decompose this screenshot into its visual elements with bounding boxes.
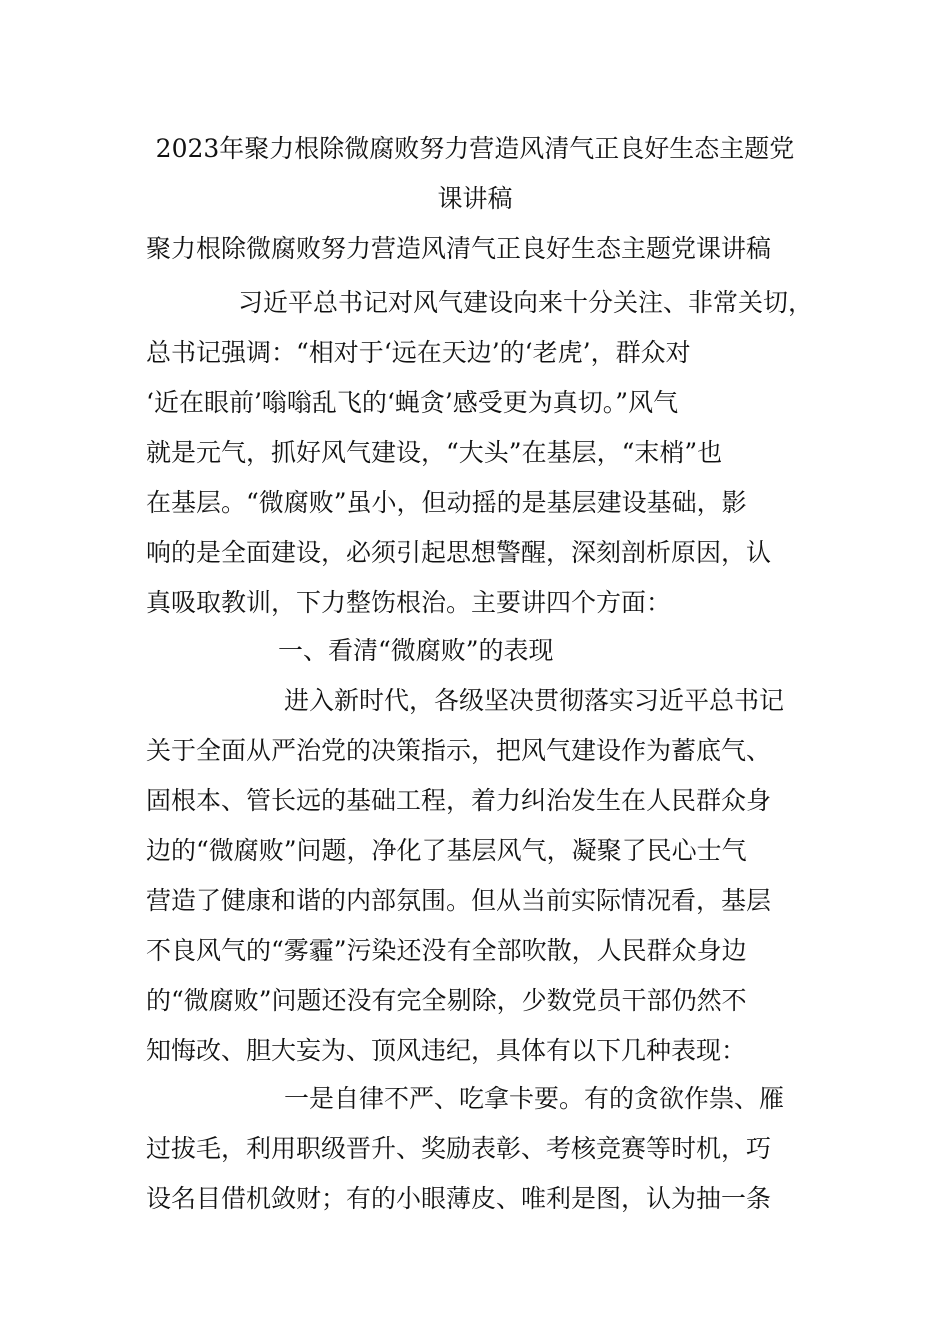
paragraph-3-line: 一是自律不严、吃拿卡要。有的贪欲作祟、雁 xyxy=(284,1084,785,1113)
document-subtitle: 聚力根除微腐败努力营造风清气正良好生态主题党课讲稿 xyxy=(146,234,772,263)
paragraph-1-line: ‘近在眼前’嗡嗡乱飞的‘蝇贪’感受更为真切。”风气 xyxy=(146,388,679,417)
paragraph-2-line: 关于全面从严治党的决策指示，把风气建设作为蓄底气、 xyxy=(146,736,772,765)
paragraph-1-line: 就是元气，抓好风气建设，“大头”在基层，“末梢”也 xyxy=(146,438,723,467)
paragraph-2-line: 的“微腐败”问题还没有完全剔除，少数党员干部仍然不 xyxy=(146,986,747,1015)
paragraph-2-line: 固根本、管长远的基础工程，着力纠治发生在人民群众身 xyxy=(146,786,772,815)
section-heading: 一、看清“微腐败”的表现 xyxy=(278,636,554,665)
paragraph-2-line: 不良风气的“雾霾”污染还没有全部吹散，人民群众身边 xyxy=(146,936,747,965)
paragraph-3-line: 过拔毛，利用职级晋升、奖励表彰、考核竞赛等时机，巧 xyxy=(146,1134,772,1163)
paragraph-2-line: 边的“微腐败”问题，净化了基层风气，凝聚了民心士气 xyxy=(146,836,747,865)
paragraph-3-line: 设名目借机敛财；有的小眼薄皮、唯利是图，认为抽一条 xyxy=(146,1184,772,1213)
paragraph-2-line: 进入新时代，各级坚决贯彻落实习近平总书记 xyxy=(284,686,785,715)
paragraph-1-line: 总书记强调：“相对于‘远在天边’的‘老虎’，群众对 xyxy=(146,338,691,367)
paragraph-1-line: 响的是全面建设，必须引起思想警醒，深刻剖析原因，认 xyxy=(146,538,772,567)
document-title-line-1: 2023年聚力根除微腐败努力营造风清气正良好生态主题党 xyxy=(155,134,795,163)
paragraph-2-line: 知悔改、胆大妄为、顶风违纪，具体有以下几种表现： xyxy=(146,1036,747,1065)
paragraph-1-line: 习近平总书记对风气建设向来十分关注、非常关切， xyxy=(238,288,814,317)
paragraph-1-line: 在基层。“微腐败”虽小，但动摇的是基层建设基础，影 xyxy=(146,488,747,517)
document-title-line-2: 课讲稿 xyxy=(437,184,513,213)
paragraph-1-line: 真吸取教训，下力整饬根治。主要讲四个方面： xyxy=(146,588,672,617)
paragraph-2-line: 营造了健康和谐的内部氛围。但从当前实际情况看，基层 xyxy=(146,886,772,915)
